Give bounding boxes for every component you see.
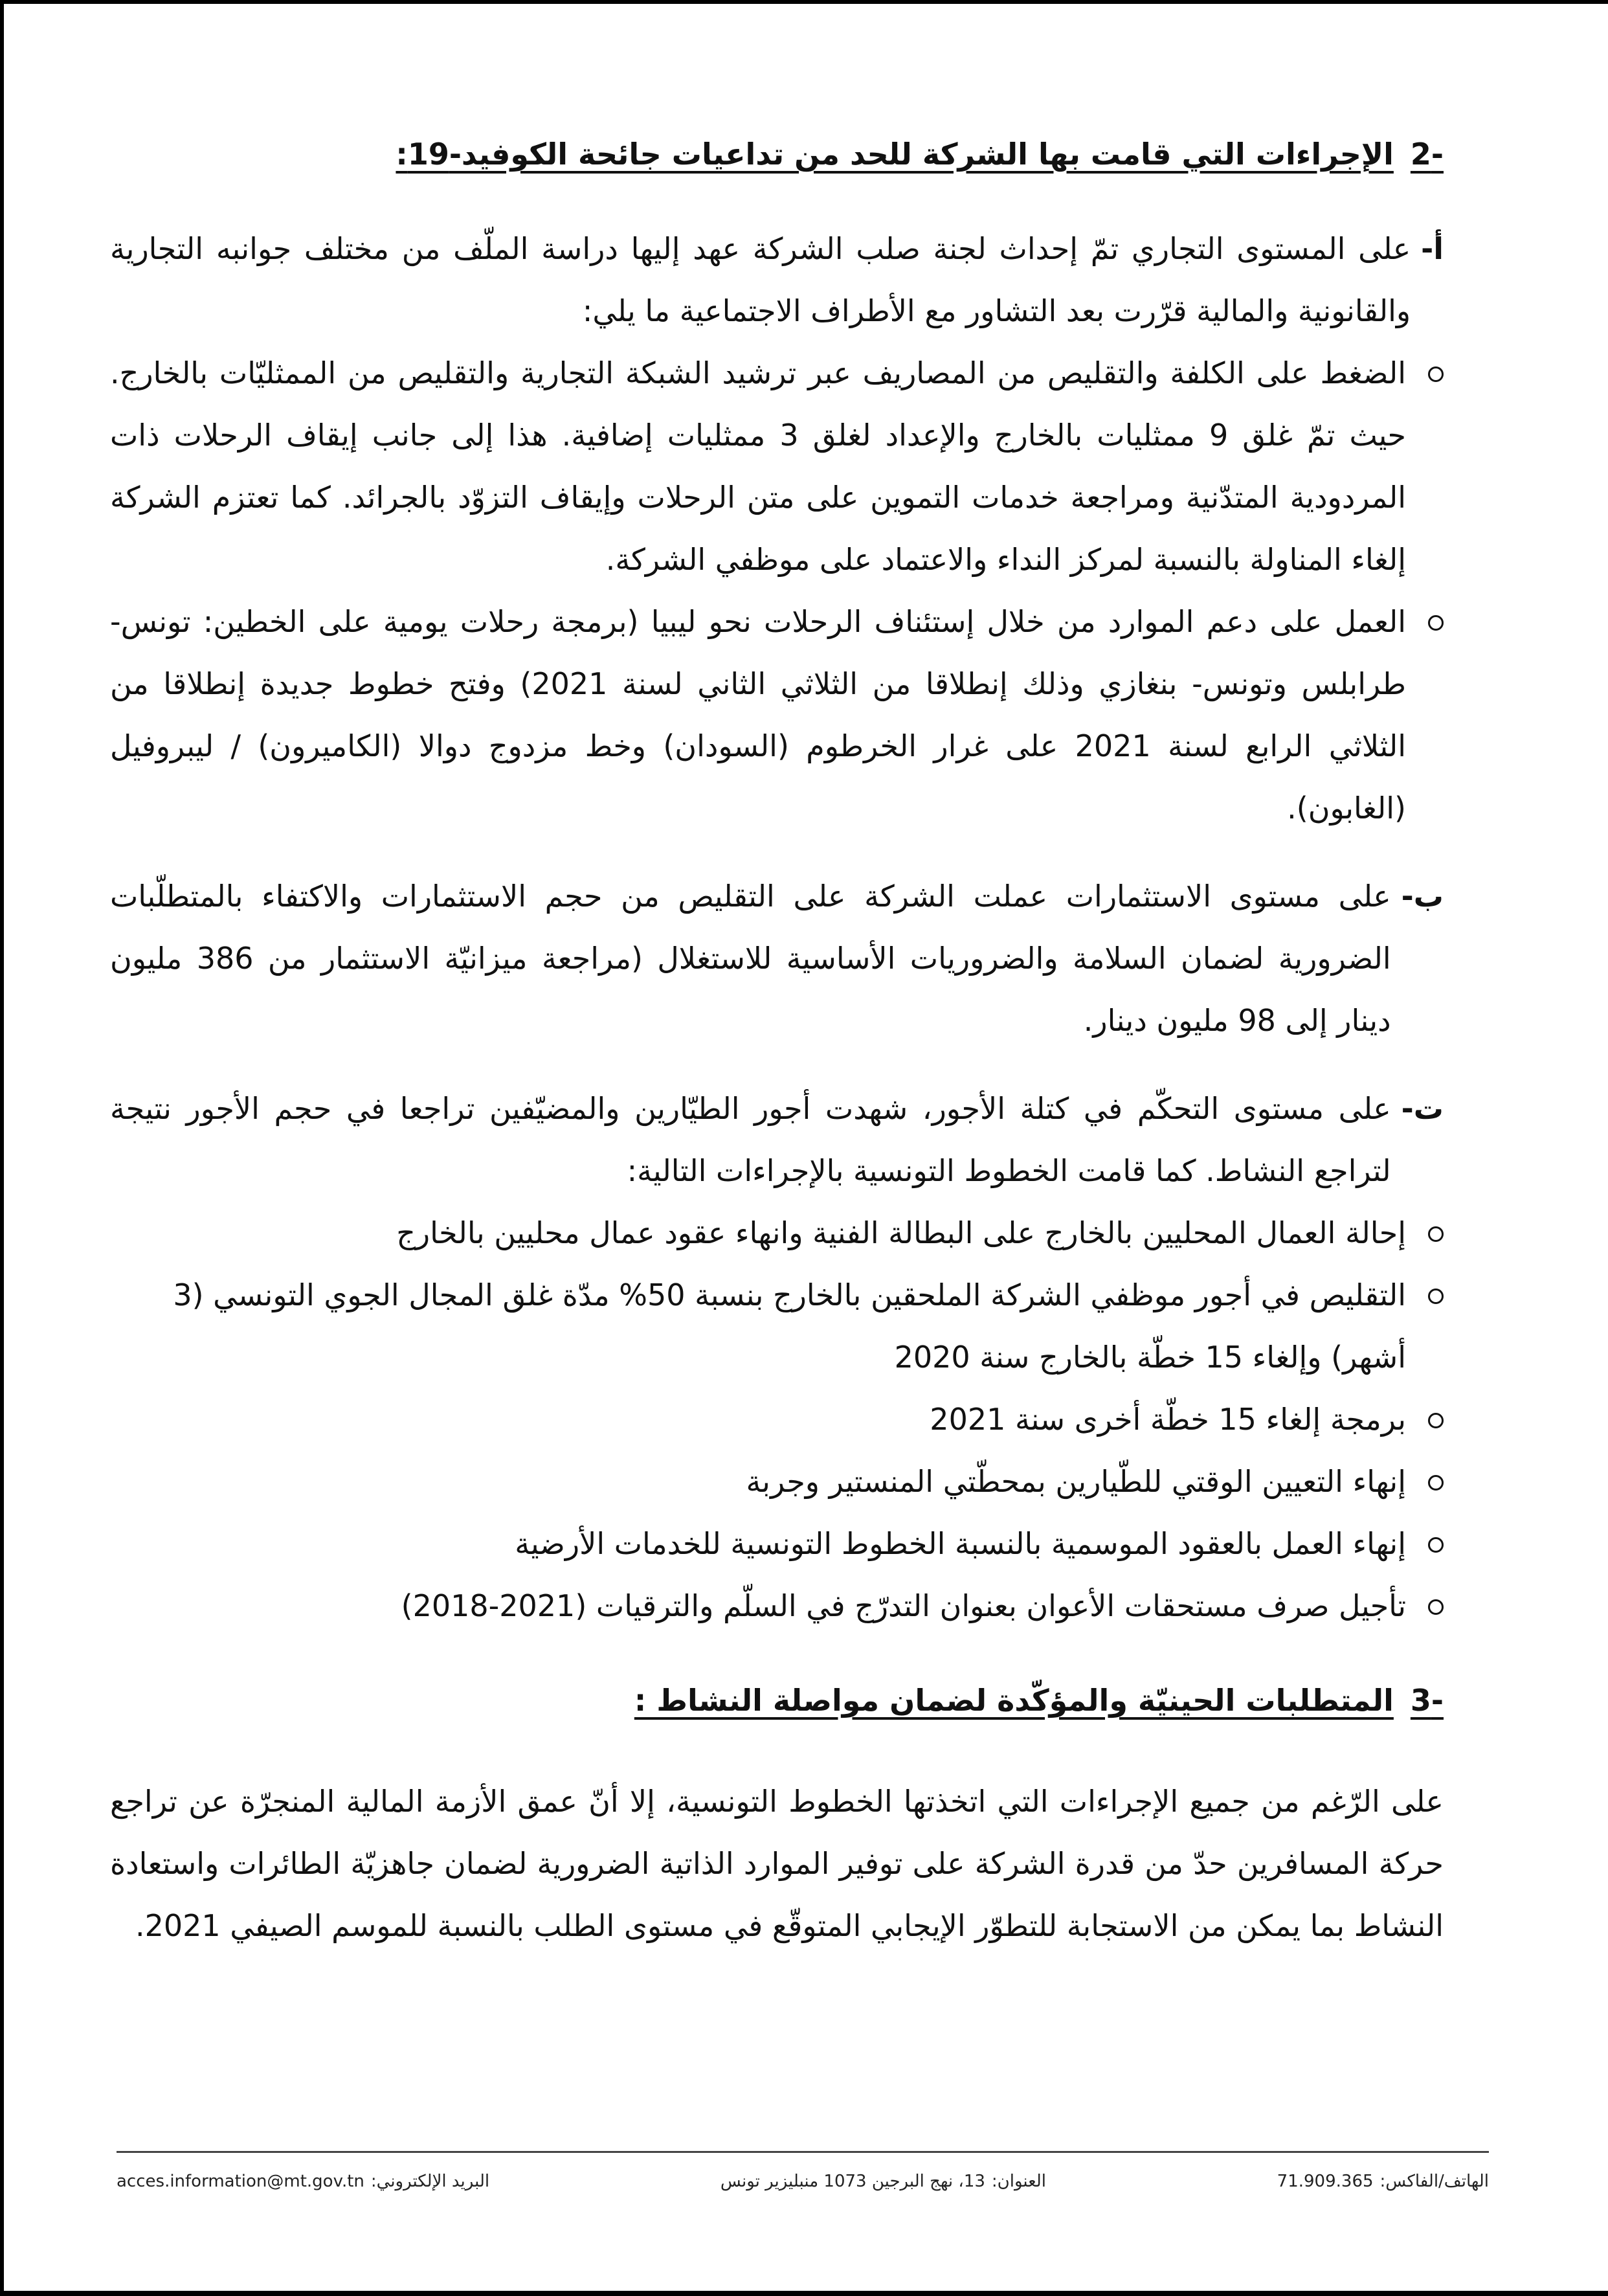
bullet-text: إنهاء العمل بالعقود الموسمية بالنسبة الخطوط التونسية للخدمات الأرضية (515, 1526, 1406, 1561)
paragraph-a-letter: أ- (1421, 231, 1444, 266)
section-2-heading (110, 123, 1444, 185)
footer-email-value[interactable]: acces.information@mt.gov.tn (117, 2172, 364, 2191)
section-3-title: المتطلبات الحينيّة والمؤكّدة لضمان مواصلة النشاط : (634, 1683, 1394, 1718)
footer-address-label: العنوان: (991, 2172, 1046, 2191)
document-page (110, 123, 1444, 1957)
bullet-text: العمل على دعم الموارد من خلال إستئناف الرحلات نحو ليبيا (برمجة رحلات يومية على الخطين: تونس-طرابلس وتونس- بنغازي وذلك إنطلاقا من الثلاثي الثاني لسنة 2021) وفتح خطوط جديدة إنطلاقا من الثلاثي الرابع لسنة 2021 على غرار الخرطوم (السودان) وخط مزدوج دوالا (الكاميرون) / ليبروفيل (الغابون). (110, 604, 1406, 826)
bullet-text: تأجيل صرف مستحقات الأعوان بعنوان التدرّج في السلّم والترقيات (2021-2018) (401, 1588, 1406, 1623)
paragraph-a-text: على المستوى التجاري تمّ إحداث لجنة صلب الشركة عهد إليها دراسة الملّف من مختلف جوانبه التجارية والقانونية والمالية قرّرت بعد التشاور مع الأطراف الاجتماعية ما يلي: (110, 231, 1411, 328)
bullet-text: إنهاء التعيين الوقتي للطّيارين بمحطّتي المنستير وجربة (746, 1464, 1406, 1499)
list-item (110, 1450, 1444, 1513)
circle-bullet-icon (1428, 1475, 1444, 1491)
footer-email (117, 2172, 489, 2191)
circle-bullet-icon (1428, 1599, 1444, 1615)
section-3-paragraph: على الرّغم من جميع الإجراءات التي اتخذتها الخطوط التونسية، إلا أنّ عمق الأزمة المالية المنجرّة عن تراجع حركة المسافرين حدّ من قدرة الشركة على توفير الموارد الذاتية الضرورية لضمان جاهزيّة الطائرات واستعادة النشاط بما يمكن من الاستجابة للتطوّر الإيجابي المتوقّع في مستوى الطلب بالنسبة للموسم الصيفي 2021. (110, 1784, 1444, 1943)
section-2-title: الإجراءات التي قامت بها الشركة للحد من تداعيات جائحة الكوفيد-19: (396, 137, 1394, 172)
footer-address-value: 13، نهج البرجين 1073 منبليزير تونس (720, 2172, 985, 2191)
circle-bullet-icon (1428, 1537, 1444, 1553)
footer-phone-label: الهاتف/الفاكس: (1379, 2172, 1489, 2191)
circle-bullet-icon (1428, 366, 1444, 382)
paragraph-c-letter: ت- (1401, 1091, 1444, 1126)
bullet-text: الضغط على الكلفة والتقليص من المصاريف عبر ترشيد الشبكة التجارية والتقليص من الممثليّات بالخارج. حيث تمّ غلق 9 ممثليات بالخارج والإعداد لغلق 3 ممثليات إضافية. هذا إلى جانب إيقاف الرحلات ذات المردودية المتدّنية ومراجعة خدمات التموين على متن الرحلات وإيقاف التزوّد بالجرائد. كما تعتزم الشركة إلغاء المناولة بالنسبة لمركز النداء والاعتماد على موظفي الشركة. (110, 355, 1406, 577)
footer-address (720, 2172, 1046, 2191)
list-item (110, 1264, 1444, 1388)
footer-phone (1277, 2172, 1489, 2191)
list-item (110, 1202, 1444, 1264)
bullet-text: إحالة العمال المحليين بالخارج على البطالة الفنية وانهاء عقود عمال محليين بالخارج (396, 1215, 1406, 1250)
list-item (110, 591, 1444, 839)
circle-bullet-icon (1428, 1289, 1444, 1304)
section-2-number: -2 (1410, 137, 1444, 172)
page-footer (117, 2165, 1489, 2198)
paragraph-c-text: على مستوى التحكّم في كتلة الأجور، شهدت أجور الطيّارين والمضيّفين تراجعا في حجم الأجور نتيجة لتراجع النشاط. كما قامت الخطوط التونسية بالإجراءات التالية: (110, 1091, 1391, 1188)
circle-bullet-icon (1428, 1226, 1444, 1242)
scan-border-top (0, 0, 1608, 4)
bullet-text: التقليص في أجور موظفي الشركة الملحقين بالخارج بنسبة 50% مدّة غلق المجال الجوي التونسي (3 أشهر) وإلغاء 15 خطّة بالخارج سنة 2020 (173, 1277, 1406, 1375)
bullet-text: برمجة إلغاء 15 خطّة أخرى سنة 2021 (930, 1402, 1406, 1437)
list-item (110, 342, 1444, 591)
footer-divider (117, 2151, 1489, 2153)
list-item (110, 1388, 1444, 1450)
paragraph-a (110, 218, 1444, 342)
scan-border-left (0, 0, 4, 2296)
paragraph-a-bullet-list (110, 342, 1444, 839)
paragraph-b (110, 865, 1444, 1052)
circle-bullet-icon (1428, 615, 1444, 631)
footer-phone-value: 71.909.365 (1277, 2172, 1374, 2191)
circle-bullet-icon (1428, 1413, 1444, 1428)
paragraph-b-text: على مستوى الاستثمارات عملت الشركة على التقليص من حجم الاستثمارات والاكتفاء بالمتطلّبات الضرورية لضمان السلامة والضروريات الأساسية للاستغلال (مراجعة ميزانيّة الاستثمار من 386 مليون دينار إلى 98 مليون دينار. (110, 879, 1391, 1038)
list-item (110, 1575, 1444, 1637)
footer-email-label: البريد الإلكتروني: (370, 2172, 490, 2191)
section-3-heading (110, 1669, 1444, 1731)
section-3-number: -3 (1410, 1683, 1444, 1718)
paragraph-c-bullet-list (110, 1202, 1444, 1637)
paragraph-b-letter: ب- (1401, 879, 1444, 914)
list-item (110, 1513, 1444, 1575)
scan-border-bottom (0, 2291, 1608, 2296)
paragraph-c (110, 1077, 1444, 1202)
